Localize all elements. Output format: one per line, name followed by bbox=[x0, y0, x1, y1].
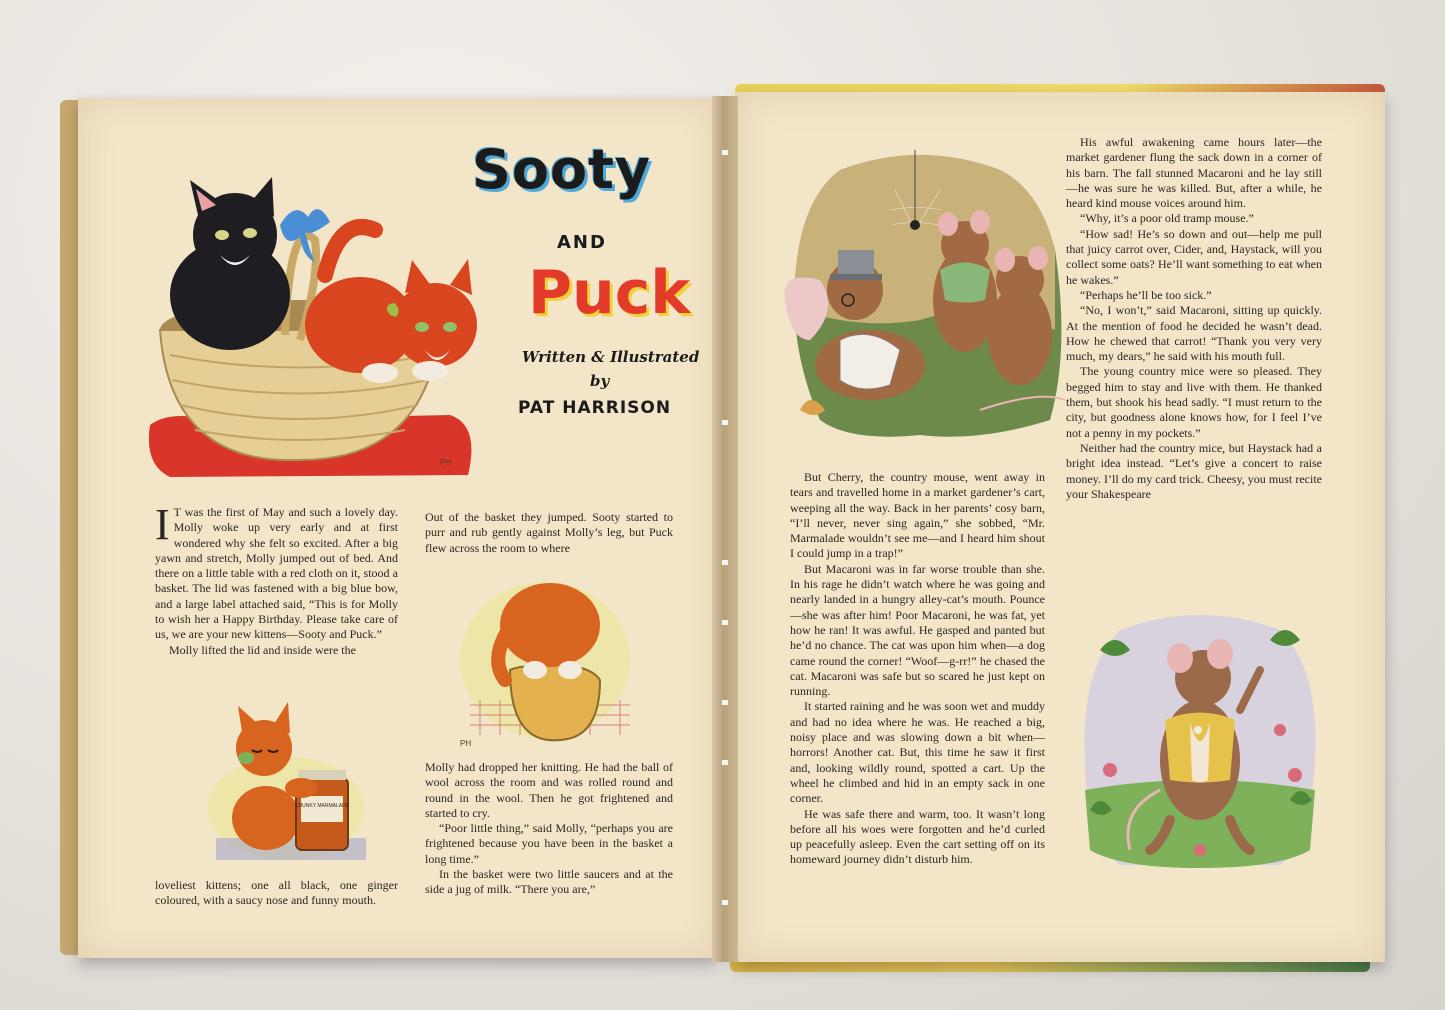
mouse-singing-illustration bbox=[1080, 610, 1320, 870]
left-column-1-bottom bbox=[155, 878, 398, 909]
paragraph: “Poor little thing,” said Molly, “perhaps you are frightened because you have been in the basket a long time.” bbox=[425, 821, 673, 866]
title-sooty: Sooty bbox=[472, 138, 652, 201]
title-and: AND bbox=[557, 232, 607, 253]
paragraph: It started raining and he was soon wet and muddy and had no idea where he was. He reached a big, noisy place and was slowing down a bit when—horrors! Another cat. But, this time he saw it first and, looking wildly round, spotted a cart. Up the wheel he climbed and hid in an empty sack in one corner. bbox=[790, 699, 1045, 806]
book-spine bbox=[712, 96, 738, 962]
stitch bbox=[722, 700, 728, 705]
paragraph: Neither had the country mice, but Haystack had a bright idea instead. “Let’s give a concert to raise money. I’ll do my card trick. Cheesy, you must recite your Shakespeare bbox=[1066, 440, 1322, 501]
drop-cap: I bbox=[155, 500, 170, 549]
right-column-1 bbox=[790, 470, 1045, 868]
paragraph: In the basket were two little saucers and at the side a jug of milk. “There you are,” bbox=[425, 867, 673, 897]
stitch bbox=[722, 560, 728, 565]
illustrator-signature: PH bbox=[440, 458, 452, 467]
paragraph: He was safe there and warm, too. It wasn’t long before all his woes were forgotten and he’d curled up peacefully asleep. Even the cart setting off on its homeward journey didn’t disturb him. bbox=[790, 806, 1045, 867]
title-puck: Puck bbox=[528, 258, 691, 328]
byline-by: by bbox=[590, 372, 610, 390]
paragraph: His awful awakening came hours later—the market gardener flung the sack down in a corner of his barn. The fall stunned Macaroni and he lay still—he was sure he was killed. But, after a while, he heard kind mouse voices around him. bbox=[1066, 135, 1322, 211]
left-column-2-bottom bbox=[425, 760, 673, 898]
paragraph: The young country mice were so pleased. They begged him to stay and live with them. He thanked them, but shook his head sadly. “I must return to the city, but goodness alone knows how, for I feel I’ve not a penny in my pockets.” bbox=[1066, 364, 1322, 440]
stitch bbox=[722, 620, 728, 625]
mice-group-illustration bbox=[780, 150, 1065, 440]
kitten-marmalade-jar-illustration bbox=[206, 688, 386, 868]
paragraph: Molly lifted the lid and inside were the bbox=[169, 642, 356, 657]
left-column-2-top bbox=[425, 510, 673, 556]
kittens-basket-illustration bbox=[150, 175, 490, 485]
stitch bbox=[722, 900, 728, 905]
paragraph: Out of the basket they jumped. Sooty started to purr and rub gently against Molly’s leg, but Puck flew across the room to where bbox=[425, 510, 673, 555]
paragraph: But Cherry, the country mouse, went away in tears and travelled home in a market gardener’s cart, weeping all the way. Back in her parents’ cosy barn, “I’ll never, never sing again,” she sobbed, “Mr. Marmalade wouldn’t see me—and I heard him shout I could jump in a trap!” bbox=[790, 470, 1045, 561]
paragraph: “Why, it’s a poor old tramp mouse.” bbox=[1080, 211, 1254, 226]
stitch bbox=[722, 150, 728, 155]
paragraph: T was the first of May and such a lovely day. Molly woke up very early and at first wondered why she felt so excited. After a big yawn and stretch, Molly jumped out of bed. And there on a little table with a red cloth on it, stood a basket. The lid was fastened with a big blue bow, and a large label attached said, “This is for Molly to wish her a Happy Birthday. Please take care of us, we are your new kittens—Sooty and Puck.” bbox=[155, 505, 398, 642]
paragraph: “Perhaps he’ll be too sick.” bbox=[1080, 287, 1212, 302]
paragraph: loveliest kittens; one all black, one ginger coloured, with a saucy nose and funny mouth. bbox=[155, 878, 398, 908]
jar-label: CHUNKY MARMALADE bbox=[294, 803, 350, 809]
left-column-1-top bbox=[155, 500, 398, 658]
paragraph: “How sad! He’s so down and out—help me pull that juicy carrot over, Cider, and, Haystack, will you collect some oats? He’ll want something to eat when he wakes.” bbox=[1066, 226, 1322, 287]
paragraph: But Macaroni was in far worse trouble than she. In his rage he didn’t watch where he was going and nearly landed in a hungry alley-cat’s mouth. Pounce—she was after him! Poor Macaroni, he was fat, yet how he ran! It was awful. He gasped and panted but he’d no chance. The cat was upon him when—a dog came round the corner! “Woof—g-rr!” he chased the cat. Macaroni was safe but so scared he just kept on running. bbox=[790, 561, 1045, 699]
stitch bbox=[722, 760, 728, 765]
paragraph: Molly had dropped her knitting. He had the ball of wool across the room and was rolled round and round in the wool. Then he got frightened and started to cry. bbox=[425, 760, 673, 820]
right-column-2-top bbox=[1066, 135, 1322, 502]
author-name: PAT HARRISON bbox=[518, 398, 672, 418]
paragraph: “No, I won’t,” said Macaroni, sitting up quickly. At the mention of food he decided he wasn’t dead. How he chewed that carrot! “Thank you very very much, my dears,” he said with his mouth full. bbox=[1066, 303, 1322, 364]
illustrator-signature: PH bbox=[460, 739, 472, 748]
byline-written: Written & Illustrated bbox=[522, 348, 700, 366]
stitch bbox=[722, 420, 728, 425]
kitten-pot-illustration bbox=[450, 570, 650, 750]
